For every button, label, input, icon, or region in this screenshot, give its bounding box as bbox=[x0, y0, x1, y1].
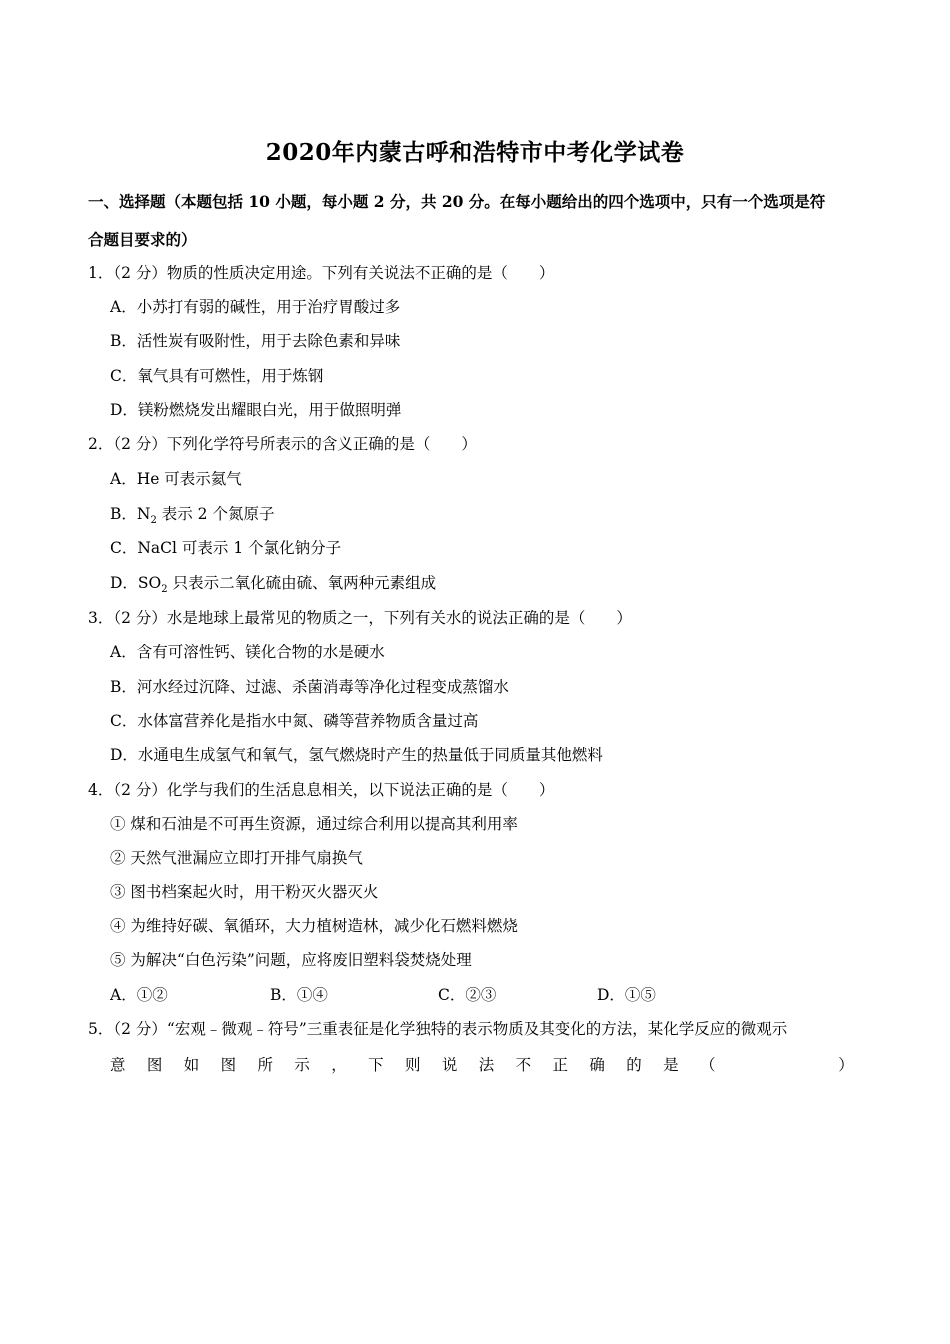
q1-option-a: A．小苏打有弱的碱性，用于治疗胃酸过多 bbox=[110, 298, 401, 316]
q4-statement-4: ④ 为维持好碳、氧循环，大力植树造林，减少化石燃料燃烧 bbox=[110, 917, 518, 935]
q2-option-b bbox=[110, 502, 274, 526]
q5-char: 的 bbox=[626, 1056, 642, 1074]
q5-char: ， bbox=[331, 1056, 347, 1074]
q4-stem: 4．（2 分）化学与我们的生活息息相关，以下说法正确的是（ ） bbox=[88, 781, 555, 799]
q5-char: 法 bbox=[478, 1056, 495, 1074]
q5-char: 不 bbox=[515, 1056, 532, 1074]
q5-char: 确 bbox=[589, 1056, 605, 1074]
q4-statement-3: ③ 图书档案起火时，用干粉灭火器灭火 bbox=[110, 883, 379, 901]
section-heading-line1: 一、选择题（本题包括 10 小题，每小题 2 分，共 20 分。在每小题给出的四个选项中，只有一个选项是符 bbox=[88, 192, 826, 211]
q5-char: ） bbox=[838, 1056, 854, 1074]
q5-char: 正 bbox=[552, 1056, 569, 1074]
q3-stem: 3．（2 分）水是地球上最常见的物质之一，下列有关水的说法正确的是（ ） bbox=[88, 609, 632, 627]
q5-char: 下 bbox=[368, 1056, 384, 1074]
q2-option-b-subscript: 2 bbox=[150, 515, 157, 527]
q5-char: 图 bbox=[146, 1056, 163, 1074]
q5-char: 如 bbox=[183, 1056, 200, 1074]
q2-option-c: C．NaCl 可表示 1 个氯化钠分子 bbox=[110, 539, 342, 557]
q3-option-b: B．河水经过沉降、过滤、杀菌消毒等净化过程变成蒸馏水 bbox=[110, 678, 509, 696]
q4-statement-1: ① 煤和石油是不可再生资源，通过综合利用以提高其利用率 bbox=[110, 815, 518, 833]
q2-stem: 2．（2 分）下列化学符号所表示的含义正确的是（ ） bbox=[88, 435, 477, 453]
q4-option-d: D．①⑤ bbox=[597, 986, 656, 1004]
q2-option-a: A．He 可表示氦气 bbox=[110, 470, 242, 488]
q2-option-b-post: 表示 2 个氮原子 bbox=[156, 505, 275, 523]
q2-option-b-pre: B．N bbox=[110, 505, 151, 523]
q1-option-b: B．活性炭有吸附性，用于去除色素和异味 bbox=[110, 332, 401, 350]
q4-option-a: A．①② bbox=[110, 986, 168, 1004]
q2-option-d bbox=[110, 571, 436, 595]
q5-char: （ bbox=[700, 1056, 716, 1074]
q5-stem: 5．（2 分）“宏观﹣微观﹣符号”三重表征是化学独特的表示物质及其变化的方法，某化学反应的微观示 bbox=[88, 1020, 788, 1038]
q5-char: 意 bbox=[110, 1056, 126, 1074]
q3-option-a: A．含有可溶性钙、镁化合物的水是硬水 bbox=[110, 643, 385, 661]
q4-option-c: C．②③ bbox=[438, 986, 497, 1004]
q5-answer-gap bbox=[737, 1053, 817, 1075]
q3-option-d: D．水通电生成氢气和氧气，氢气燃烧时产生的热量低于同质量其他燃料 bbox=[110, 746, 603, 764]
q5-char: 是 bbox=[663, 1056, 679, 1074]
q2-option-d-subscript: 2 bbox=[161, 584, 168, 596]
q1-option-d: D．镁粉燃烧发出耀眼白光，用于做照明弹 bbox=[110, 401, 402, 419]
page-title: 2020年内蒙古呼和浩特市中考化学试卷 bbox=[265, 139, 685, 166]
q3-option-c: C．水体富营养化是指水中氮、磷等营养物质含量过高 bbox=[110, 712, 479, 730]
q1-option-c: C．氧气具有可燃性，用于炼钢 bbox=[110, 367, 324, 385]
q1-stem: 1．（2 分）物质的性质决定用途。下列有关说法不正确的是（ ） bbox=[88, 264, 555, 282]
q5-char: 所 bbox=[257, 1056, 274, 1074]
q5-char: 示 bbox=[294, 1056, 310, 1074]
q4-option-b: B．①④ bbox=[270, 986, 328, 1004]
section-heading-line2: 合题目要求的） bbox=[88, 230, 197, 249]
q5-stem-continuation bbox=[110, 1053, 854, 1075]
q5-char: 图 bbox=[220, 1056, 237, 1074]
q4-options-row bbox=[110, 983, 670, 1005]
q5-char: 则 bbox=[405, 1056, 421, 1074]
q5-char: 说 bbox=[441, 1056, 458, 1074]
q2-option-d-pre: D．SO bbox=[110, 574, 162, 592]
q4-statement-5: ⑤ 为解决“白色污染”问题，应将废旧塑料袋焚烧处理 bbox=[110, 951, 472, 969]
q4-statement-2: ② 天然气泄漏应立即打开排气扇换气 bbox=[110, 849, 363, 867]
q2-option-d-post: 只表示二氧化硫由硫、氧两种元素组成 bbox=[167, 574, 437, 592]
